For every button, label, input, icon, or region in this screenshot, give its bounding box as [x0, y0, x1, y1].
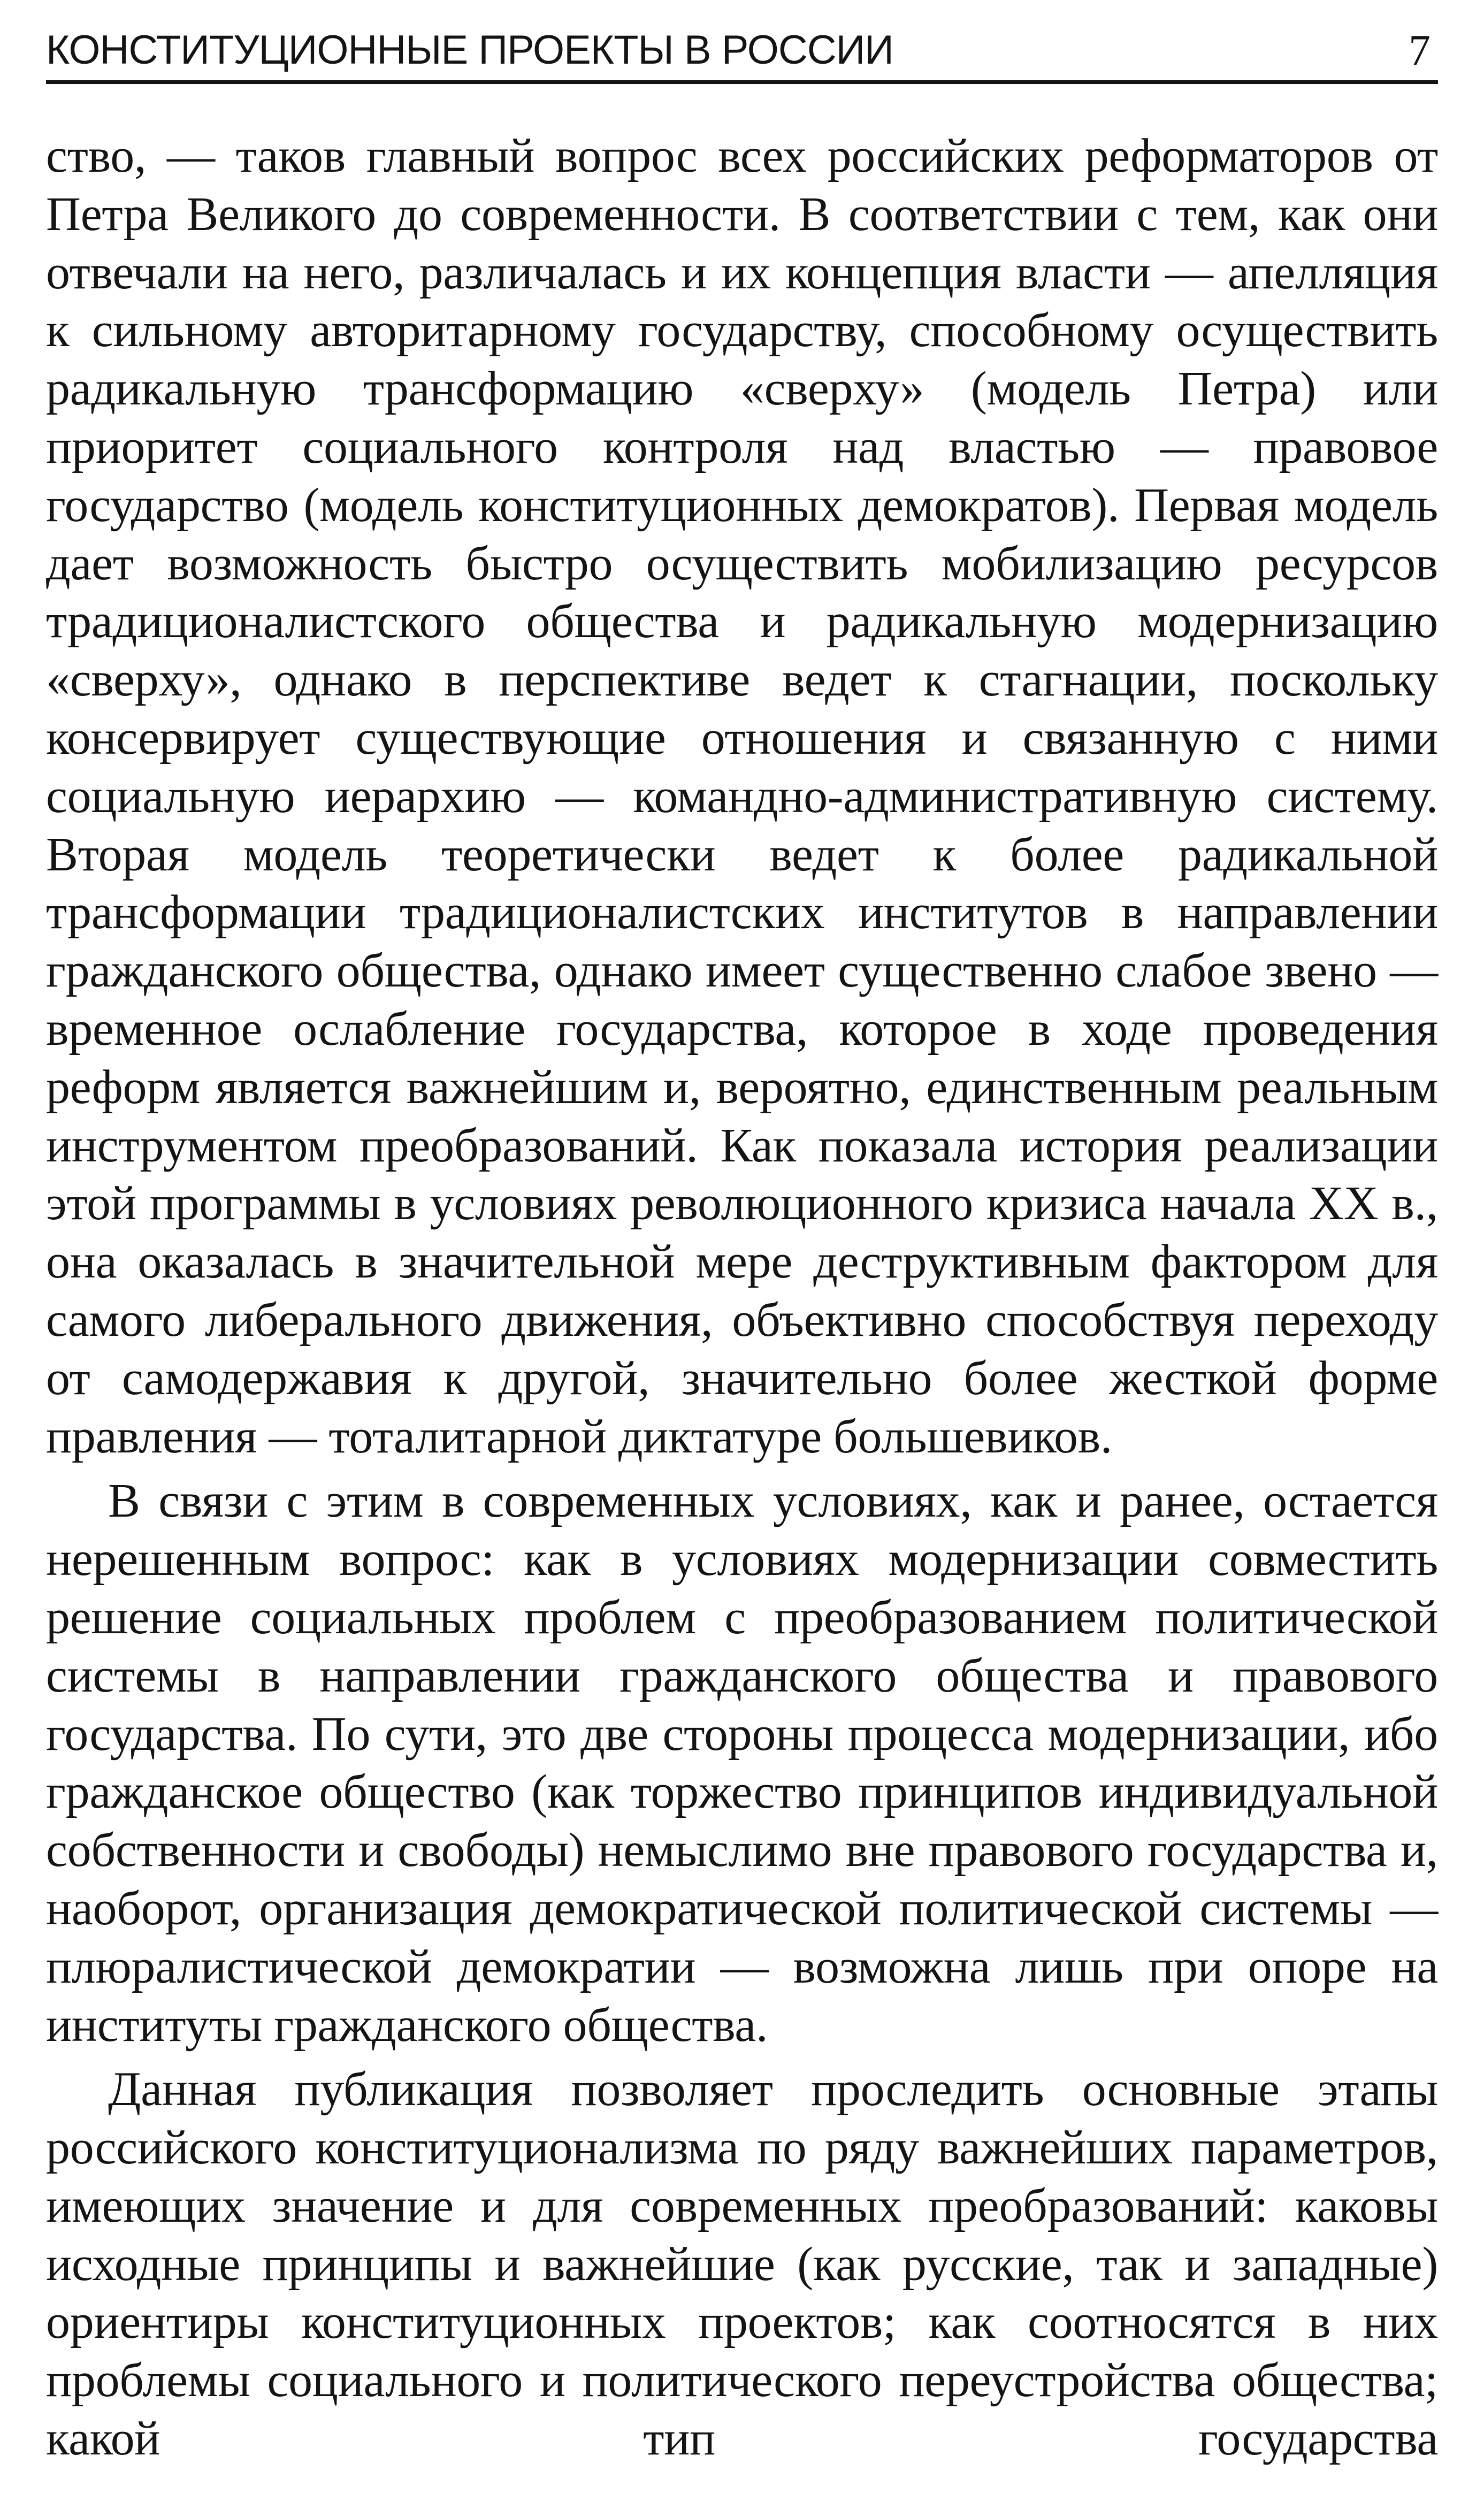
header-rule [46, 80, 1438, 84]
paragraph-text: Данная публикация позволяет проследить основные этапы российского конституционализма по ряду важнейших параметров, имеющих значение и для современных преобразований: каковы исходные принципы и важнейшие (как русские, так и западные) ориентиры конституционных проектов; как соотносятся в них проблемы социального и политического переустройства общества; какой тип государства [46, 2063, 1438, 2466]
paragraph [46, 1472, 1438, 2054]
page-number: 7 [1409, 26, 1431, 74]
paragraph-truncated [46, 2061, 1438, 2468]
paragraph-gap [46, 2054, 1438, 2061]
paragraph-text: ство, — таков главный вопрос всех российских реформаторов от Петра Великого до современности. В соответствии с тем, как они отвечали на него, различалась и их концепция власти — апелляция к сильному авторитарному государству, способному осуществить радикальную трансформацию «сверху» (модель Петра) или приоритет социального контроля над властью — правовое государство (модель конституционных демократов). Первая модель дает возможность быстро осуществить мобилизацию ресурсов традиционалистского общества и радикальную модернизацию «сверху», однако в перспективе ведет к стагнации, поскольку консервирует существующие отношения и связанную с ними социальную иерархию — командно-административную систему. Вторая модель теоретически ведет к более радикальной трансформации традиционалистских институтов в направлении гражданского общества, однако имеет существенно слабое звено — временное ослабление государства, которое в ходе проведения реформ является важнейшим и, вероятно, единственным реальным инструментом преобразований. Как показала история реализации этой программы в условиях революционного кризиса начала XX в., она оказалась в значительной мере деструктивным фактором для самого либерального движения, объективно способствуя переходу от самодержавия к другой, значительно более жесткой форме правления — тоталитарной диктатуре большевиков. [46, 129, 1438, 1463]
paragraph-continued [46, 127, 1438, 1466]
body-text [46, 127, 1438, 2468]
running-head [46, 18, 1438, 82]
paragraph-text: В связи с этим в современных условиях, как и ранее, остается нерешенным вопрос: как в условиях модернизации совместить решение социальных проблем с преобразованием политической системы в направлении гражданского общества и правового государства. По сути, это две стороны процесса модернизации, ибо гражданское общество (как торжество принципов индивидуальной собственности и свободы) немыслимо вне правового государства и, наоборот, организация демократической политической системы — плюралистической демократии — возможна лишь при опоре на институты гражданского общества. [46, 1474, 1438, 2052]
paragraph-gap [46, 1466, 1438, 1472]
running-head-title: КОНСТИТУЦИОННЫЕ ПРОЕКТЫ В РОССИИ [46, 27, 893, 73]
